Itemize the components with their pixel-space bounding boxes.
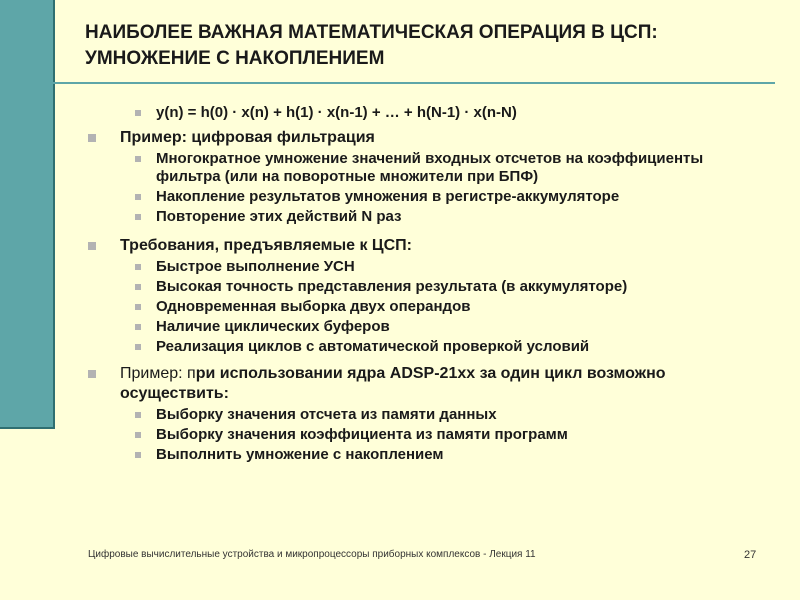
page-number: 27 xyxy=(744,549,757,561)
bullet-icon xyxy=(135,304,141,310)
slide-title: НАИБОЛЕЕ ВАЖНАЯ МАТЕМАТИЧЕСКАЯ ОПЕРАЦИЯ В ЦСП: УМНОЖЕНИЕ С НАКОПЛЕНИЕМ xyxy=(85,22,658,69)
list-item: Быстрое выполнение УСН xyxy=(88,258,768,276)
list-item: Накопление результатов умножения в регистре-аккумуляторе xyxy=(88,188,768,206)
list-item: Реализация циклов с автоматической проверкой условий xyxy=(88,338,768,356)
bullet-icon xyxy=(135,452,141,458)
bullet-icon xyxy=(88,370,96,378)
list-item: Выборку значения отсчета из памяти данных xyxy=(88,406,768,424)
left-accent-band xyxy=(0,0,55,429)
formula-text: y(n) = h(0) · x(n) + h(1) · x(n-1) + … + h(N-1) · x(n-N) xyxy=(156,104,517,121)
bullet-icon xyxy=(135,432,141,438)
bullet-icon xyxy=(135,324,141,330)
bullet-icon xyxy=(88,242,96,250)
bullet-icon xyxy=(135,214,141,220)
list-item: Наличие циклических буферов xyxy=(88,318,768,336)
bullet-icon xyxy=(135,194,141,200)
slide-footer: Цифровые вычислительные устройства и микропроцессоры приборных комплексов - Лекция 11 xyxy=(88,549,536,560)
section-heading: Требования, предъявляемые к ЦСП: xyxy=(88,236,768,256)
list-item: Высокая точность представления результата (в аккумуляторе) xyxy=(88,278,768,296)
list-item: Выборку значения коэффициента из памяти программ xyxy=(88,426,768,444)
bullet-icon xyxy=(135,264,141,270)
formula-item xyxy=(88,104,768,122)
title-divider xyxy=(30,82,775,84)
section-heading: Пример: при использовании ядра ADSP-21xx за один цикл возможно осуществить: xyxy=(88,364,768,404)
bullet-icon xyxy=(88,134,96,142)
list-item: Одновременная выборка двух операндов xyxy=(88,298,768,316)
bullet-icon xyxy=(135,344,141,350)
list-item: Повторение этих действий N раз xyxy=(88,208,768,226)
bullet-icon xyxy=(135,412,141,418)
bullet-icon xyxy=(135,284,141,290)
list-item: Выполнить умножение с накоплением xyxy=(88,446,768,464)
list-item: Многократное умножение значений входных отсчетов на коэффициенты фильтра (или на поворотные множители при БПФ) xyxy=(88,150,768,186)
bullet-icon xyxy=(135,110,141,116)
slide-content xyxy=(88,104,768,464)
section-heading: Пример: цифровая фильтрация xyxy=(88,128,768,148)
bullet-icon xyxy=(135,156,141,162)
